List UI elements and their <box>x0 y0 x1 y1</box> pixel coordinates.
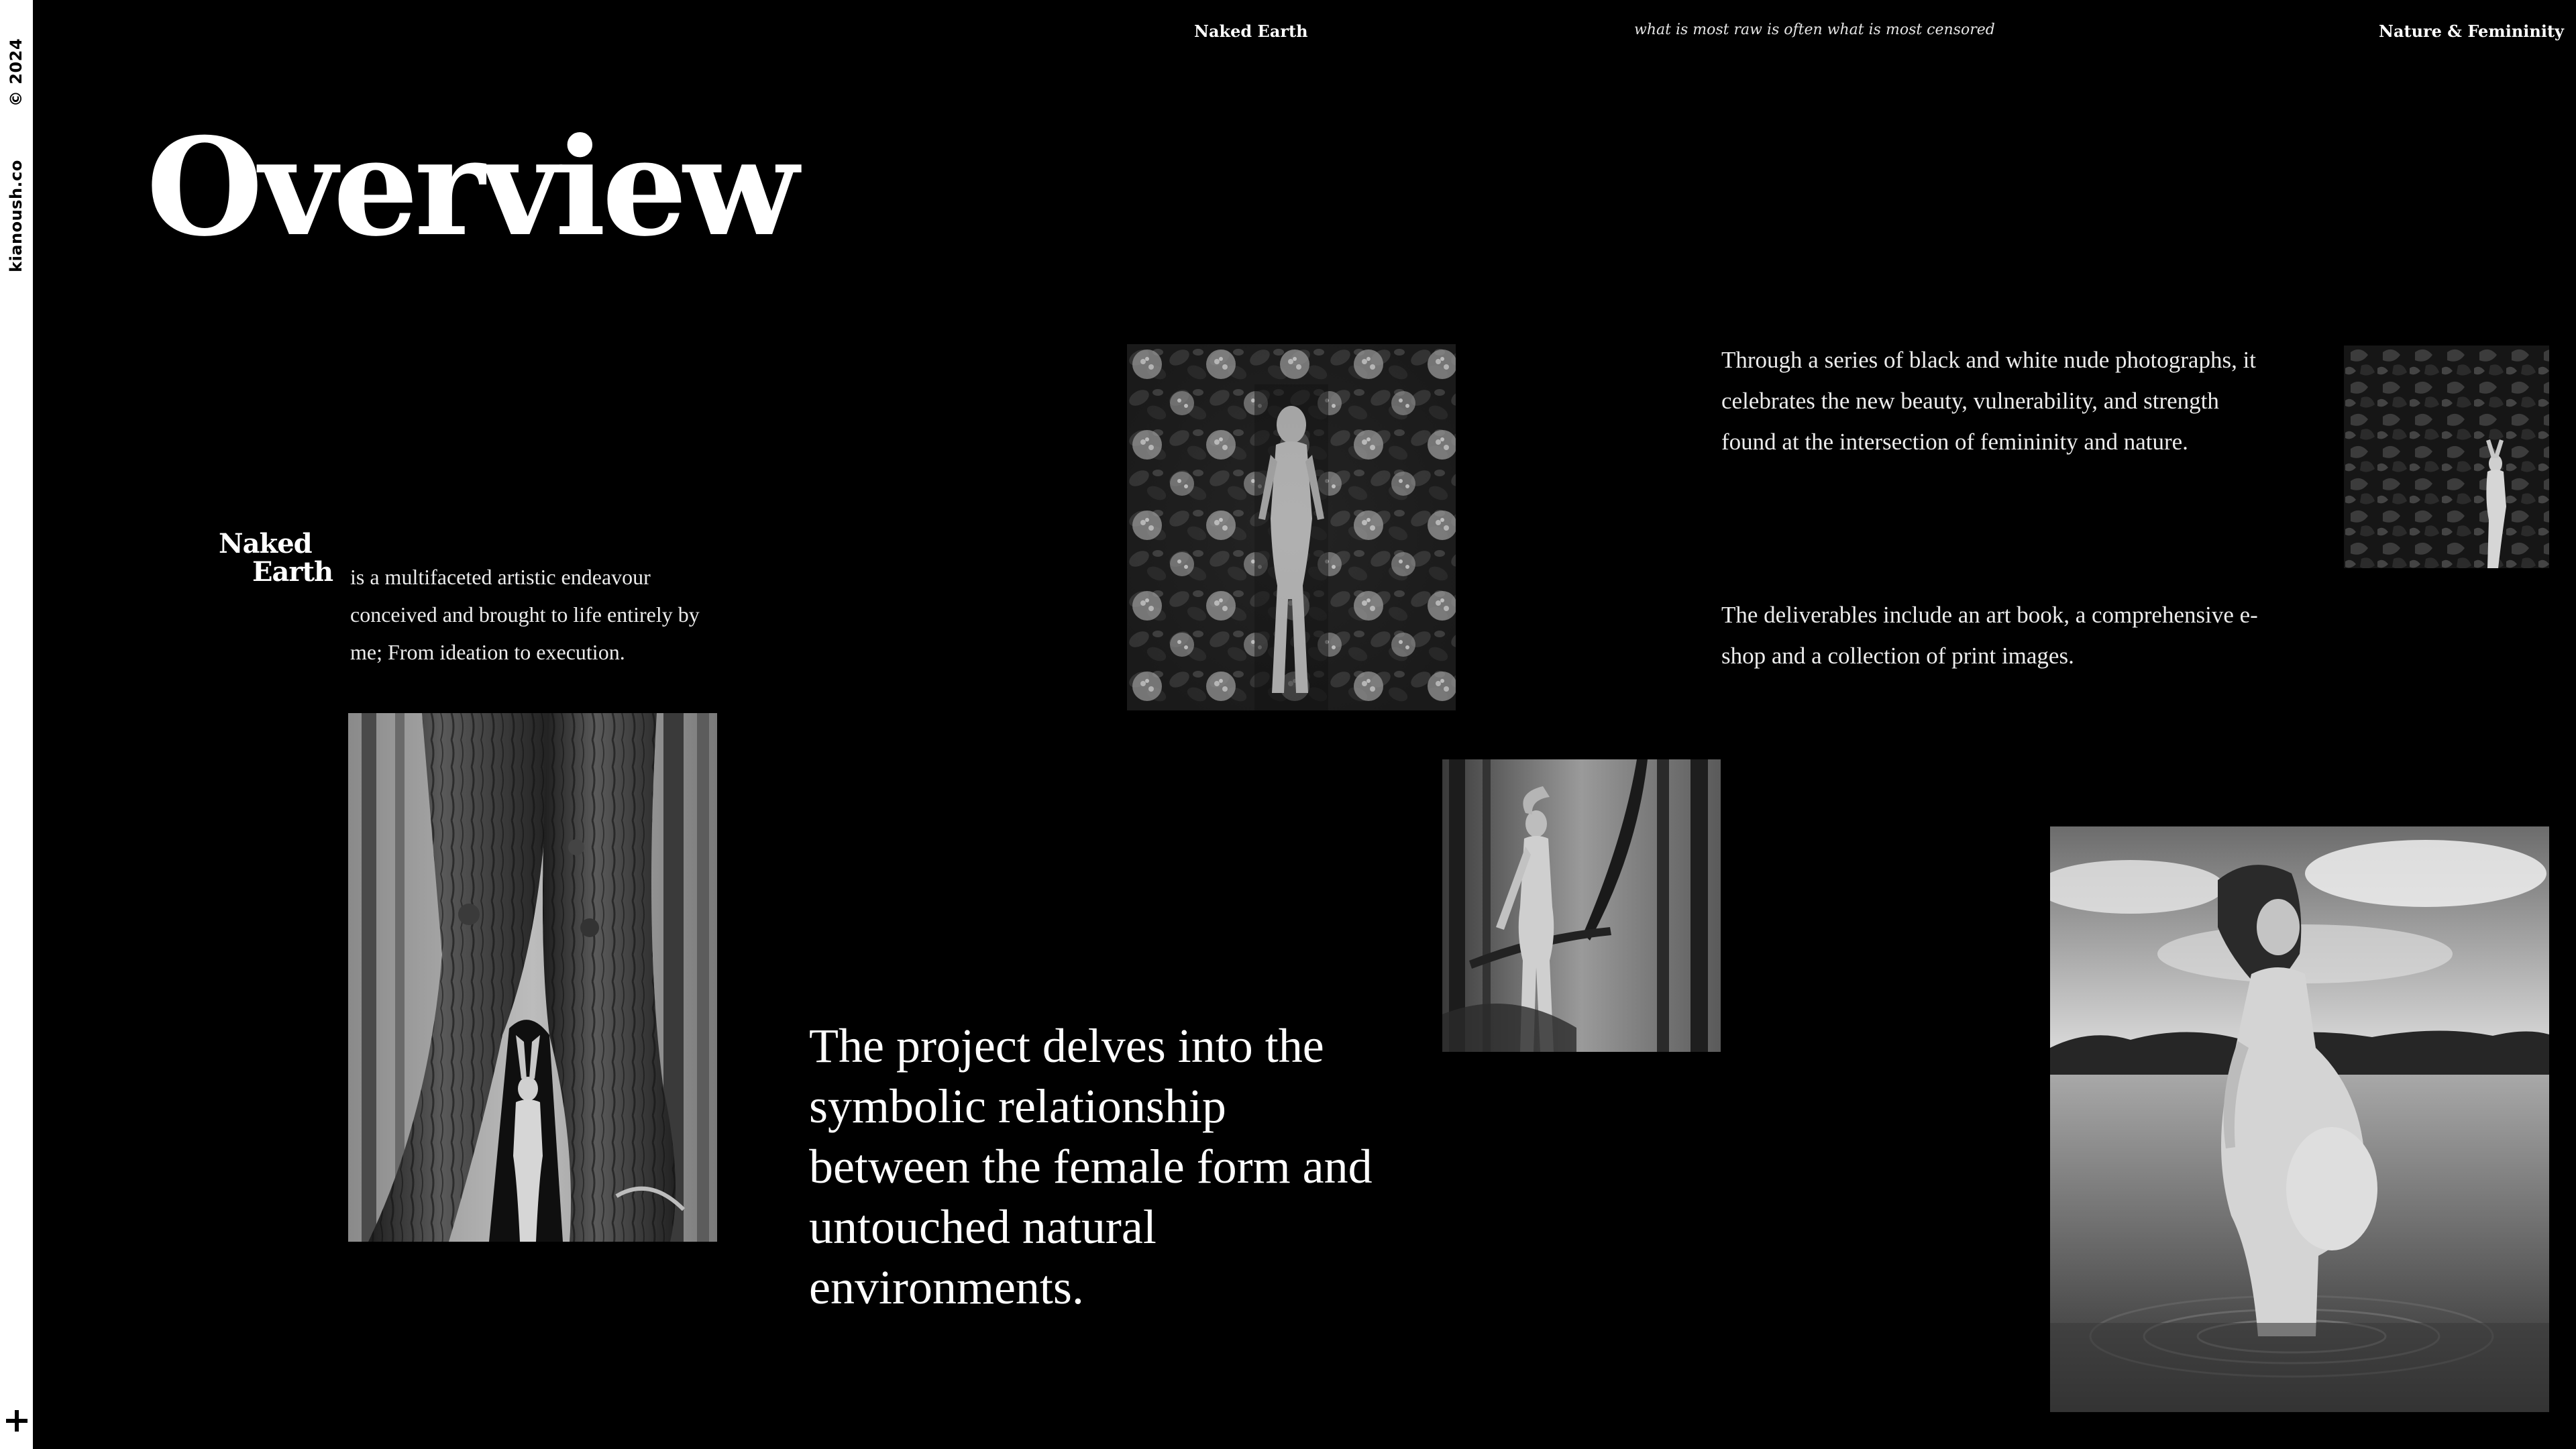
nav-tagline: what is most raw is often what is most censored <box>1634 21 1995 38</box>
brand-mark <box>219 530 333 586</box>
page-title: Overview <box>146 109 795 266</box>
plus-icon[interactable] <box>0 1401 33 1441</box>
body-paragraph-1: Through a series of black and white nude photographs, it celebrates the new beauty, vulnerability, and strength found at the intersection of femininity and nature. <box>1721 347 2257 455</box>
brand-mark-line1: Naked <box>219 528 312 559</box>
photo-lake-figure[interactable] <box>2050 826 2549 1412</box>
intro-text: is a multifaceted artistic endeavour conceived and brought to life entirely by me; From ideation to execution. <box>350 565 700 664</box>
sidebar <box>0 0 33 1449</box>
photo-forest-figure[interactable] <box>1442 759 1721 1052</box>
project-quote: The project delves into the symbolic relationship between the female form and untouched natural environments. <box>809 1019 1373 1314</box>
copyright-label: © 2024 <box>7 38 25 107</box>
photo-hydrangea-figure[interactable] <box>1127 344 1456 710</box>
photo-tree-figure[interactable] <box>348 713 717 1242</box>
brand-mark-line2: Earth <box>252 556 333 588</box>
site-domain-link[interactable]: kianoush.co <box>7 160 25 272</box>
nav-project-title[interactable]: Naked Earth <box>1194 21 1308 41</box>
body-paragraph-2: The deliverables include an art book, a comprehensive e-shop and a collection of print images. <box>1721 602 2258 669</box>
photo-ivy-figure[interactable] <box>2344 345 2549 568</box>
nav-theme[interactable]: Nature & Femininity <box>2379 21 2564 41</box>
